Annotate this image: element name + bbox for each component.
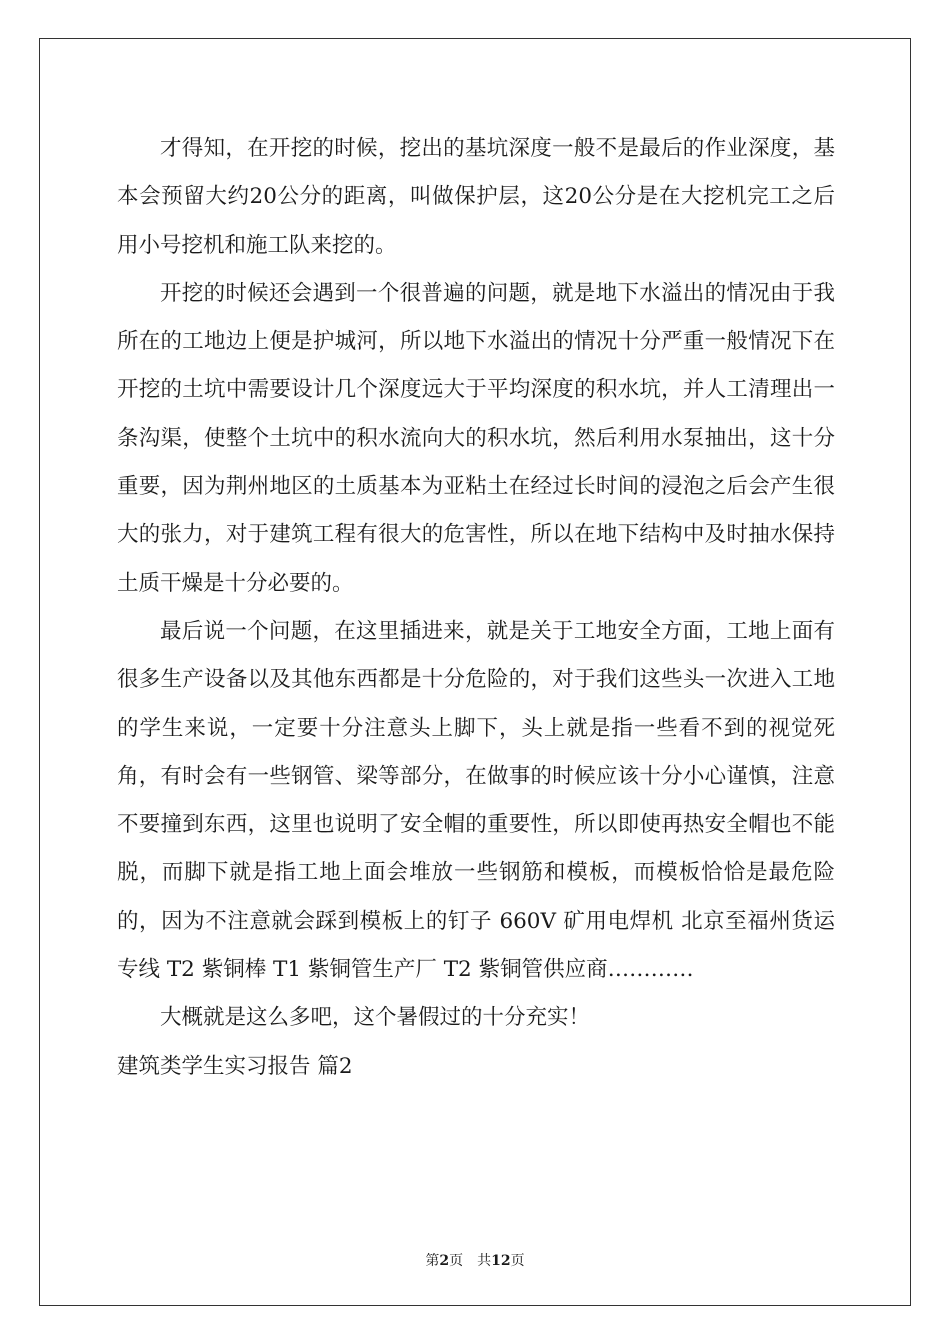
page-number: 2 xyxy=(439,1253,450,1269)
paragraph-2: 开挖的时候还会遇到一个很普遍的问题，就是地下水溢出的情况由于我所在的工地边上便是护城河，所以地下水溢出的情况十分严重一般情况下在开挖的土坑中需要设计几个深度远大于平均深度的积水坑，并人工清理出一条沟渠，使整个土坑中的积水流向大的积水坑，然后利用水泵抽出，这十分重要，因为荆州地区的土质基本为亚粘土在经过长时间的浸泡之后会产生很大的张力，对于建筑工程有很大的危害性，所以在地下结构中及时抽水保持土质干燥是十分必要的。 xyxy=(117,280,835,596)
paragraph-3: 最后说一个问题，在这里插进来，就是关于工地安全方面，工地上面有很多生产设备以及其他东西都是十分危险的，对于我们这些头一次进入工地的学生来说，一定要十分注意头上脚下，头上就是指一些看不到的视觉死角，有时会有一些钢管、梁等部分，在做事的时候应该十分小心谨慎，注意不要撞到东西，这里也说明了安全帽的重要性，所以即使再热安全帽也不能脱，而脚下就是指工地上面会堆放一些钢筋和模板，而模板恰恰是最危险的，因为不注意就会踩到模板上的钉子 660V 矿用电焊机 北京至福州货运专线 T2 紫铜棒 T1 紫铜管生产厂 T2 紫铜管供应商………… xyxy=(117,618,835,983)
page-suffix: 页 xyxy=(449,1253,464,1269)
page-footer xyxy=(0,1250,950,1270)
total-prefix: 共 xyxy=(477,1253,492,1269)
total-suffix: 页 xyxy=(510,1253,525,1269)
total-pages: 12 xyxy=(491,1253,511,1269)
page-prefix: 第 xyxy=(425,1253,440,1269)
paragraph-1: 才得知，在开挖的时候，挖出的基坑深度一般不是最后的作业深度，基本会预留大约20公分的距离，叫做保护层，这20公分是在大挖机完工之后用小号挖机和施工队来挖的。 xyxy=(117,136,835,258)
section-heading: 建筑类学生实习报告 篇2 xyxy=(117,1053,353,1079)
document-body xyxy=(117,125,835,1091)
paragraph-4: 大概就是这么多吧，这个暑假过的十分充实！ xyxy=(160,1005,591,1031)
